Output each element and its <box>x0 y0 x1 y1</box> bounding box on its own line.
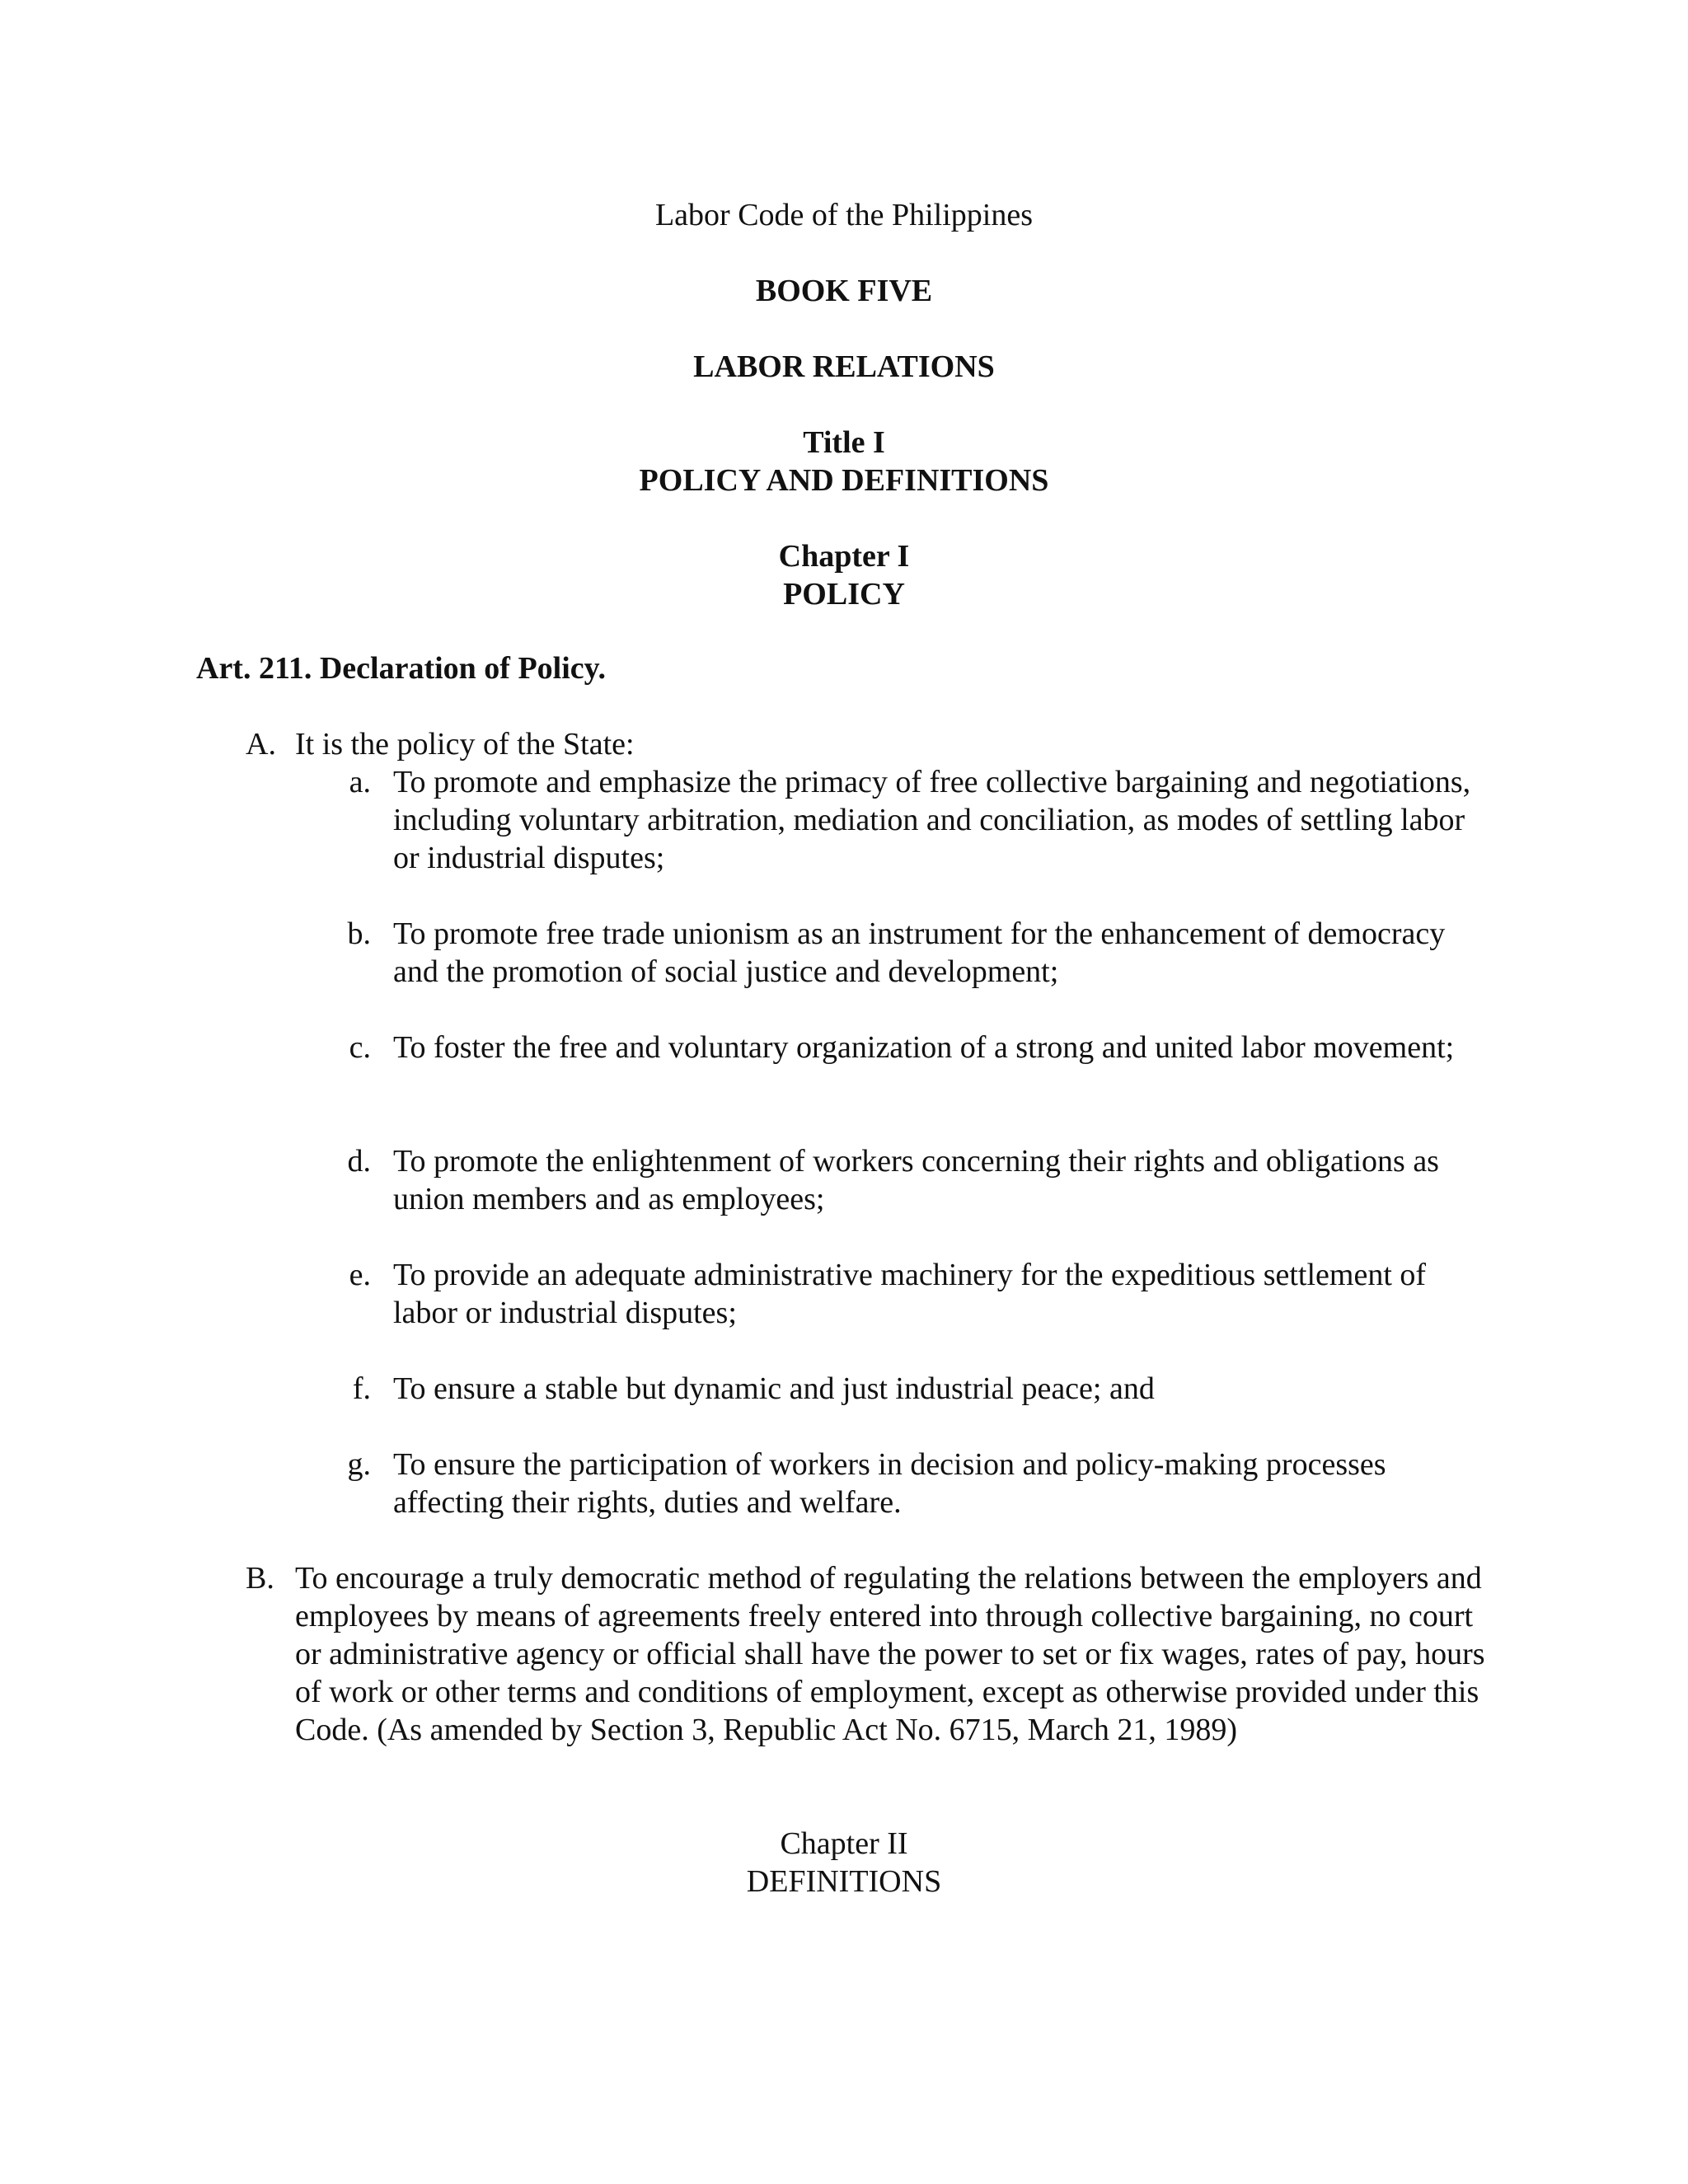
section-a-label: A. <box>246 727 276 762</box>
item-f-label: f. <box>352 1371 371 1406</box>
item-e-text: To provide an adequate administrative machinery for the expeditious settlement of labor or industrial disputes; <box>393 1258 1427 1330</box>
article-heading: Art. 211. Declaration of Policy. <box>196 651 607 686</box>
chapter-2-name: DEFINITIONS <box>746 1864 942 1899</box>
item-b-text: To promote free trade unionism as an instrument for the enhancement of democracy and the promotion of social justice and development; <box>393 916 1446 989</box>
item-e-label: e. <box>349 1258 371 1292</box>
item-f-text: To ensure a stable but dynamic and just industrial peace; and <box>393 1371 1155 1406</box>
item-g-label: g. <box>347 1447 371 1482</box>
section-b-text: To encourage a truly democratic method of regulating the relations between the employers and employees by means of agreements freely entered into through collective bargaining, no court or administrative agency or official shall have the power to set or fix wages, rates of pay, hours of work or other terms and conditions of employment, except as otherwise provided under this Code. (As amended by Section 3, Republic Act No. 6715, March 21, 1989) <box>295 1561 1485 1747</box>
item-a-label: a. <box>349 765 371 799</box>
item-a-text: To promote and emphasize the primacy of free collective bargaining and negotiations, including voluntary arbitration, mediation and conciliation, as modes of settling labor or industrial disputes; <box>393 765 1471 875</box>
item-b-label: b. <box>347 916 371 951</box>
chapter-2-number: Chapter II <box>780 1826 908 1861</box>
item-c-text: To foster the free and voluntary organization of a strong and united labor movement; <box>393 1030 1455 1065</box>
item-g-text: To ensure the participation of workers in decision and policy-making processes affecting their rights, duties and welfare. <box>393 1447 1386 1520</box>
section-a-text: It is the policy of the State: <box>295 727 635 762</box>
document-title: Labor Code of the Philippines <box>654 198 1034 232</box>
title-name: POLICY AND DEFINITIONS <box>639 463 1049 498</box>
item-d-label: d. <box>347 1144 371 1179</box>
chapter-1-name: POLICY <box>783 577 905 612</box>
item-c-label: c. <box>349 1030 371 1065</box>
book-title: LABOR RELATIONS <box>693 349 995 384</box>
title-number: Title I <box>803 425 885 460</box>
item-d-text: To promote the enlightenment of workers concerning their rights and obligations as union members and as employees; <box>393 1144 1439 1216</box>
book-number: BOOK FIVE <box>755 274 933 308</box>
section-b-label: B. <box>246 1561 274 1596</box>
chapter-1-number: Chapter I <box>778 539 910 574</box>
